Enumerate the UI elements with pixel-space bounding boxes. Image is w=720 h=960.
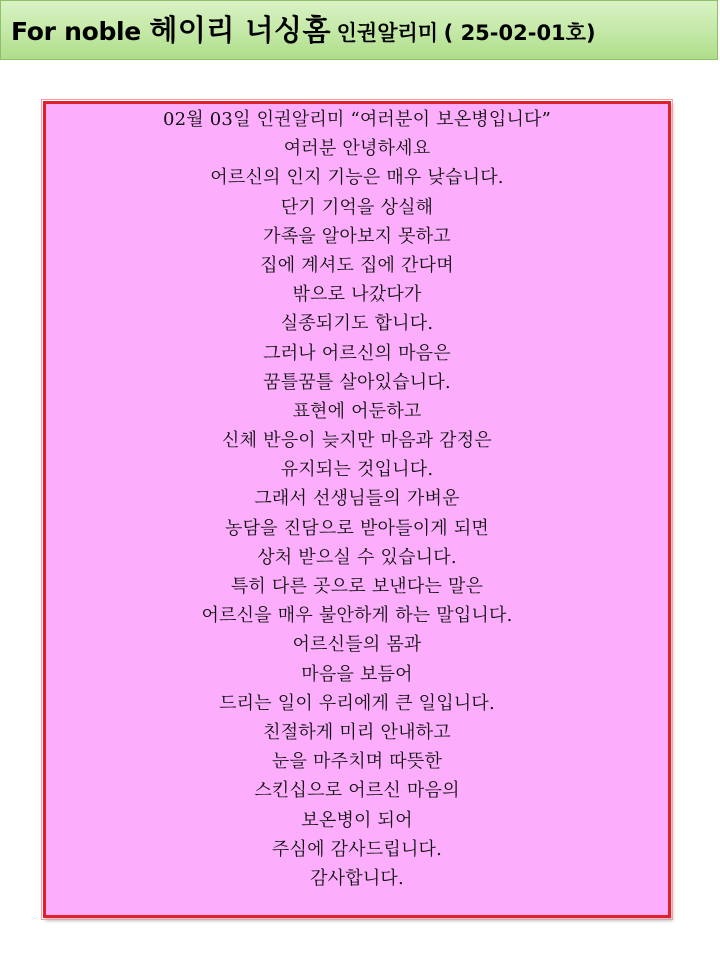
message-line: 스킨십으로 어르신 마음의 bbox=[254, 780, 460, 802]
header-bar bbox=[0, 0, 718, 60]
message-line: 여러분 안녕하세요 bbox=[283, 138, 431, 160]
message-line: 그래서 선생님들의 가벼운 bbox=[254, 488, 460, 510]
message-box bbox=[43, 101, 671, 918]
header-issue-number: ( 25-02-01호) bbox=[443, 21, 596, 45]
message-line: 감사합니다. bbox=[310, 867, 404, 889]
message-line: 밖으로 나갔다가 bbox=[292, 284, 422, 306]
message-line: 집에 계셔도 집에 간다며 bbox=[260, 254, 454, 276]
message-line: 농담을 진담으로 받아들이게 되면 bbox=[225, 517, 489, 539]
message-line: 어르신의 인지 기능은 매우 낮습니다. bbox=[210, 167, 504, 189]
message-line: 그러나 어르신의 마음은 bbox=[263, 342, 451, 364]
message-line: 단기 기억을 상실해 bbox=[280, 196, 434, 218]
message-lines bbox=[46, 104, 668, 893]
message-line: 드리는 일이 우리에게 큰 일입니다. bbox=[219, 692, 495, 714]
message-line: 02월 03일 인권알리미 “여러분이 보온병입니다” bbox=[162, 109, 552, 130]
message-line: 보온병이 되어 bbox=[301, 809, 413, 831]
header-facility-name: 헤이리 너싱홈 bbox=[149, 13, 332, 47]
message-line: 어르신을 매우 불안하게 하는 말입니다. bbox=[201, 605, 513, 627]
message-line: 상처 받으실 수 있습니다. bbox=[257, 546, 457, 568]
message-line: 마음을 보듬어 bbox=[301, 663, 413, 685]
message-line: 신체 반응이 늦지만 마음과 감정은 bbox=[222, 430, 492, 452]
message-line: 주심에 감사드립니다. bbox=[271, 838, 443, 860]
message-line: 유지되는 것입니다. bbox=[280, 459, 434, 481]
message-line: 실종되기도 합니다. bbox=[280, 313, 434, 335]
message-line: 표현에 어둔하고 bbox=[292, 400, 422, 422]
message-line: 가족을 알아보지 못하고 bbox=[263, 225, 451, 247]
message-line: 어르신들의 몸과 bbox=[292, 634, 422, 656]
header-title bbox=[11, 1, 596, 59]
message-line: 꿈틀꿈틀 살아있습니다. bbox=[263, 371, 451, 393]
message-line: 특히 다른 곳으로 보낸다는 말은 bbox=[230, 576, 484, 597]
header-brand: For noble bbox=[11, 17, 150, 46]
message-line: 눈을 마주치며 따뜻한 bbox=[271, 751, 443, 773]
message-line: 친절하게 미리 안내하고 bbox=[263, 721, 451, 743]
header-subtitle: 인권알리미 bbox=[336, 21, 439, 45]
